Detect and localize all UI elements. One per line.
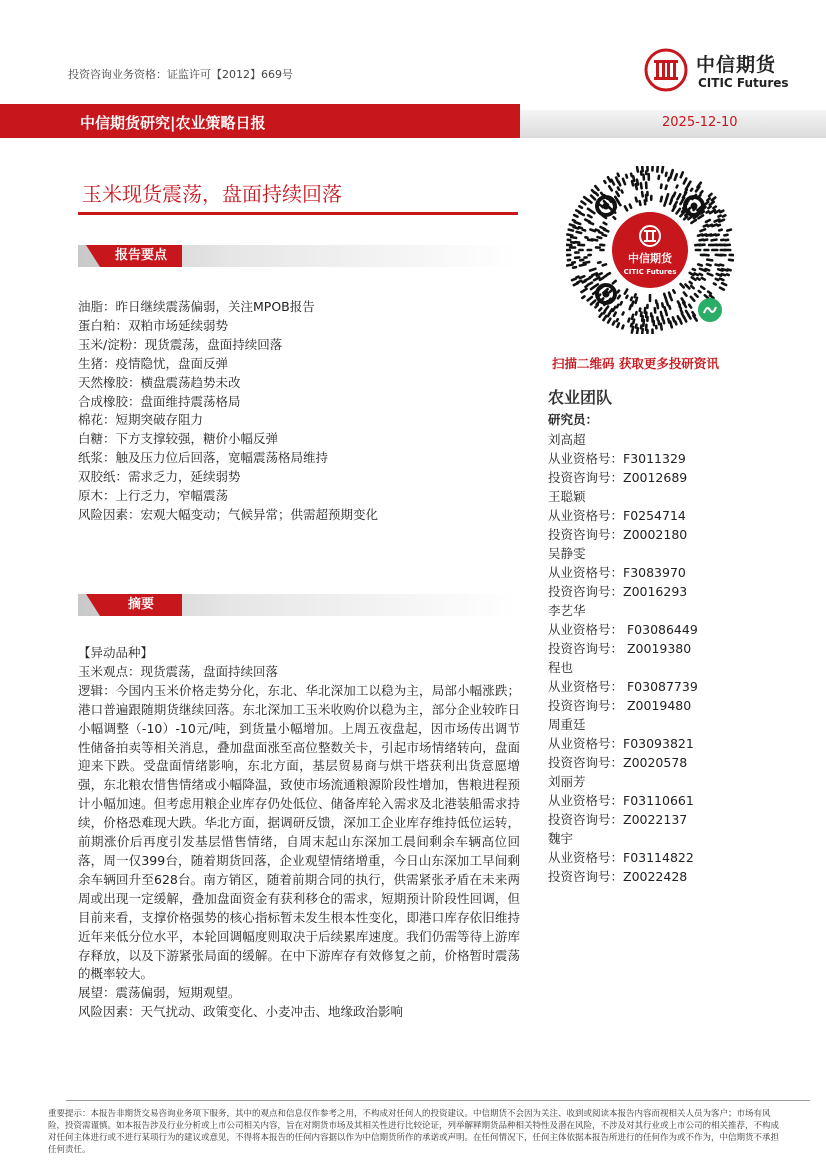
- team-member: [548, 658, 778, 715]
- member-name: 王聪颖: [548, 489, 586, 504]
- list-item: 油脂：昨日继续震荡偏弱，关注MPOB报告: [78, 299, 315, 314]
- member-consult-id: 投资咨询号：Z0020578: [548, 755, 688, 770]
- member-consult-id: 投资咨询号：Z0022137: [548, 812, 688, 827]
- banner-title: 中信期货研究|农业策略日报: [80, 114, 266, 132]
- member-name: 周重廷: [548, 717, 586, 732]
- summary-body: [78, 644, 520, 1022]
- license-text: 投资咨询业务资格：证监许可【2012】669号: [68, 68, 293, 81]
- member-practice-id: 从业资格号：F03110661: [548, 793, 694, 808]
- list-item: 纸浆：触及压力位后回落，宽幅震荡格局维持: [78, 450, 329, 466]
- team-member: [548, 487, 778, 544]
- member-name: 吴静雯: [548, 546, 586, 561]
- summary-logic: 逻辑：今国内玉米价格走势分化，东北、华北深加工以稳为主，局部小幅涨跌；港口普遍跟随期货继续回落。东北深加工玉米收购价以稳为主，部分企业较昨日小幅调整（-10）-10元/吨，到货量小幅增加。上周五夜盘起，因市场传出调节性储备拍卖等相关消息，叠加盘面涨至高位整数关卡，引起市场情绪转向，盘面迎来下跌。受盘面情绪影响，东北方面，基层贸易商与烘干塔获利出货意愿增强，东北粮农惜售情绪或小幅降温，致使市场流通粮源阶段性增加，售粮进程预计小幅加速。但考虑用粮企业库存仍处低位、储备库轮入需求及北港装船需求持续，价格恐难现大跌。华北方面，据调研反馈，深加工企业库存维持低位运转，前期涨价后再度引发基层惜售情绪，自周末起山东深加工晨间剩余车辆高位回落，周一仅399台，随着期货回落，企业观望情绪增重，今日山东深加工早间剩余车辆回升至628台。南方销区，随着前期合同的执行，供需紧张矛盾在未来两周或出现一定缓解，叠加盘面资金有获利移仓的需求，短期预计阶段性回调，但目前来看，支撑价格强势的核心指标暂未发生根本性变化，即港口库存依旧维持近年来低分位水平，本轮回调幅度则取决于后续累库速度。我们仍需等待上游库存释放，以及下游紧张局面的缓解。在中下游库存有效修复之前，价格暂时震荡的概率较大。: [78, 682, 520, 982]
- team-subtitle: 研究员：: [548, 412, 599, 427]
- report-banner: [0, 104, 826, 138]
- member-name: 程也: [548, 660, 574, 675]
- list-item: 合成橡胶：盘面维持震荡格局: [78, 393, 241, 409]
- member-practice-id: 从业资格号： F03086449: [548, 622, 698, 637]
- disclaimer: 重要提示：本报告非期货交易咨询业务项下服务，其中的观点和信息仅作参考之用，不构成对任何人的投资建议。中信期货不会因为关注、收到或阅读本报告内容而视相关人员为客户；市场有风险，投资需谨慎。如本报告涉及行业分析或上市公司相关内容，旨在对期货市场及其相关性进行比较论证，列举解释期货品种相关特性及潜在风险，不涉及对其行业或上市公司的相关推荐，不构成对任何主体进行或不进行某项行为的建议或意见，不得将本报告的任何内容据以作为中信期货所作的承诺或声明。在任何情况下，任何主体依据本报告所进行的任何作为或不作为，中信期货不承担任何责任。: [48, 1109, 780, 1155]
- list-item: 玉米/淀粉：现货震荡，盘面持续回落: [78, 336, 283, 352]
- footer-divider: [66, 1100, 810, 1101]
- report-date: 2025-12-10: [662, 115, 738, 130]
- citic-futures-logo: [644, 48, 804, 94]
- list-item: 白糖：下方支撑较强，糖价小幅反弹: [78, 431, 279, 447]
- member-consult-id: 投资咨询号： Z0019380: [548, 641, 692, 656]
- member-consult-id: 投资咨询号：Z0012689: [548, 470, 688, 485]
- key-points-header: [78, 245, 518, 267]
- research-team: [548, 386, 778, 886]
- qr-center-en: CITIC Futures: [623, 268, 677, 276]
- mini-program-icon: [698, 298, 722, 322]
- member-practice-id: 从业资格号： F03087739: [548, 679, 698, 694]
- key-points-list: [78, 298, 518, 525]
- list-item: 棉花：短期突破存阻力: [78, 412, 204, 428]
- team-title: 农业团队: [548, 388, 613, 407]
- qr-caption: 扫描二维码 获取更多投研资讯: [552, 356, 719, 371]
- list-item: 双胶纸：需求乏力，延续弱势: [78, 469, 241, 485]
- summary-risk: 风险因素：天气扰动、政策变化、小麦冲击、地缘政治影响: [78, 1004, 404, 1020]
- team-member: [548, 715, 778, 772]
- team-member: [548, 829, 778, 886]
- member-consult-id: 投资咨询号： Z0019480: [548, 698, 692, 713]
- member-practice-id: 从业资格号：F0254714: [548, 508, 686, 523]
- summary-outlook: 展望：震荡偏弱，短期观望。: [78, 985, 241, 1001]
- list-item: 风险因素：宏观大幅变动；气候异常；供需超预期变化: [78, 506, 379, 522]
- list-item: 原木：上行乏力，窄幅震荡: [78, 488, 229, 504]
- team-member: [548, 430, 778, 487]
- list-item: 生猪：疫情隐忧，盘面反弹: [78, 355, 229, 371]
- summary-view: 玉米观点：现货震荡，盘面持续回落: [78, 663, 279, 679]
- key-points-label: 报告要点: [100, 245, 182, 267]
- member-name: 刘丽芳: [548, 774, 586, 789]
- logo-chinese-name: 中信期货: [696, 54, 777, 76]
- member-practice-id: 从业资格号：F03114822: [548, 850, 694, 865]
- member-name: 李艺华: [548, 603, 586, 618]
- member-name: 刘高超: [548, 432, 586, 447]
- team-member: [548, 544, 778, 601]
- list-item: 天然橡胶：横盘震荡趋势未改: [78, 374, 241, 390]
- member-consult-id: 投资咨询号：Z0002180: [548, 527, 688, 542]
- summary-label: 摘要: [100, 594, 182, 616]
- qr-code[interactable]: [566, 166, 734, 334]
- summary-category: 【异动品种】: [78, 645, 154, 660]
- team-member: [548, 601, 778, 658]
- summary-header: [78, 594, 518, 616]
- headline-divider: [78, 212, 518, 215]
- member-consult-id: 投资咨询号：Z0022428: [548, 869, 688, 884]
- member-consult-id: 投资咨询号：Z0016293: [548, 584, 688, 599]
- member-practice-id: 从业资格号：F3011329: [548, 451, 686, 466]
- report-headline: 玉米现货震荡，盘面持续回落: [82, 182, 342, 206]
- citic-logo-icon: [644, 48, 688, 92]
- member-practice-id: 从业资格号：F03093821: [548, 736, 694, 751]
- list-item: 蛋白粕：双粕市场延续弱势: [78, 317, 229, 333]
- logo-english-name: CITIC Futures: [698, 76, 789, 90]
- member-practice-id: 从业资格号：F3083970: [548, 565, 686, 580]
- member-name: 魏宇: [548, 831, 574, 846]
- team-member: [548, 772, 778, 829]
- qr-center-cn: 中信期货: [628, 252, 672, 265]
